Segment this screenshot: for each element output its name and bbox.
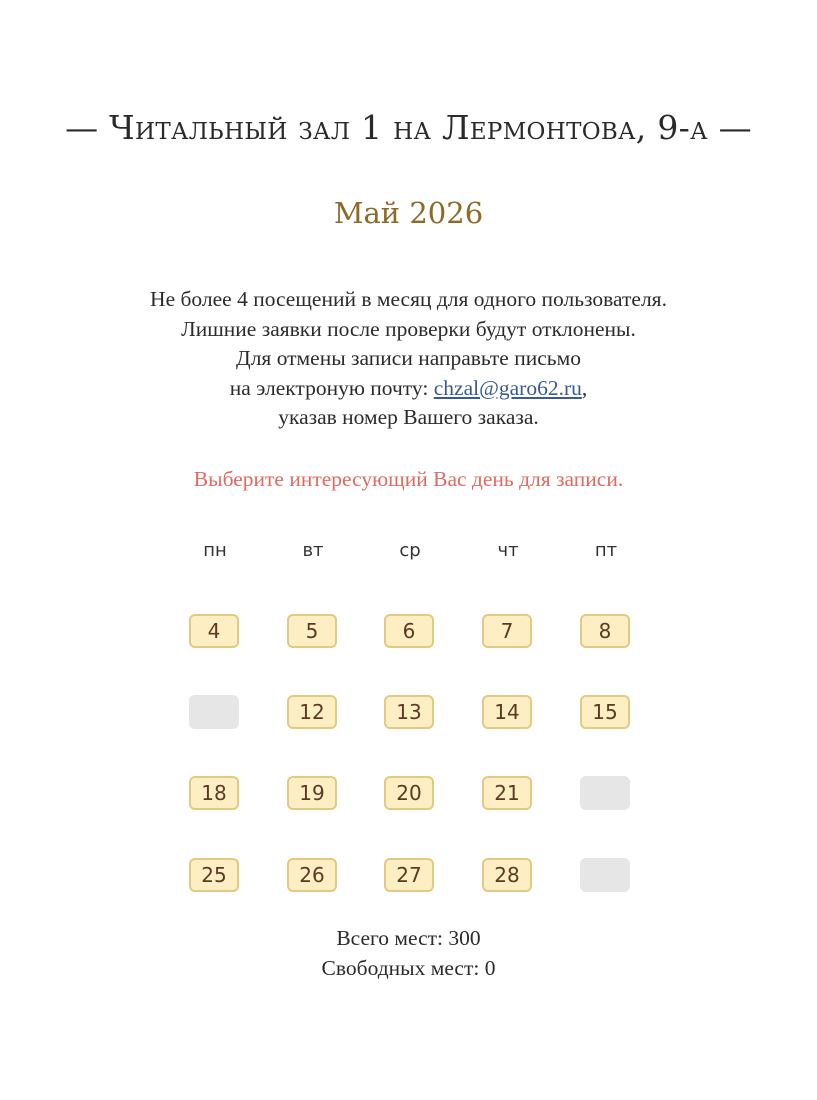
rules-line-4 [0, 374, 817, 404]
rules-text [0, 285, 817, 433]
calendar-day-button[interactable]: 4 [189, 614, 239, 648]
calendar-day-button[interactable]: 21 [482, 776, 532, 810]
total-seats [0, 924, 817, 954]
email-suffix: , [581, 375, 588, 400]
email-link[interactable]: chzal@garo62.ru [433, 375, 582, 400]
free-seats [0, 954, 817, 984]
calendar-day-unavailable [189, 695, 239, 729]
rules-line-5: указав номер Вашего заказа. [278, 405, 539, 429]
calendar-day-button[interactable]: 5 [287, 614, 337, 648]
weekday-label-mon: пн [203, 540, 227, 561]
calendar-day-button[interactable]: 14 [482, 695, 532, 729]
weekday-label-wed: ср [399, 540, 421, 561]
calendar-day-button[interactable]: 20 [384, 776, 434, 810]
rules-line-1: Не более 4 посещений в месяц для одного пользователя. [150, 287, 667, 311]
calendar-day-button[interactable]: 8 [580, 614, 630, 648]
calendar-day-button[interactable]: 27 [384, 858, 434, 892]
calendar-day-unavailable [580, 858, 630, 892]
free-seats-label: Свободных мест: [321, 955, 485, 980]
rules-line-2: Лишние заявки после проверки будут отклонены. [181, 316, 636, 341]
page-title: — Читальный зал 1 на Лермонтова, 9-а — [65, 108, 752, 147]
calendar-day-button[interactable]: 12 [287, 695, 337, 729]
calendar-day-button[interactable]: 25 [189, 858, 239, 892]
calendar-day-button[interactable]: 15 [580, 695, 630, 729]
total-seats-value: 300 [448, 926, 481, 950]
seats-summary [0, 924, 817, 983]
calendar-day-button[interactable]: 28 [482, 858, 532, 892]
weekday-label-thu: чт [497, 540, 519, 561]
free-seats-value: 0 [484, 955, 496, 980]
calendar-day-button[interactable]: 26 [287, 858, 337, 892]
month-heading: Май 2026 [333, 196, 484, 230]
calendar-day-button[interactable]: 18 [189, 776, 239, 810]
weekday-label-tue: вт [302, 540, 324, 561]
total-seats-label: Всего мест: [336, 926, 449, 950]
calendar-day-button[interactable]: 19 [287, 776, 337, 810]
rules-line-3: Для отмены записи направьте письмо [236, 346, 581, 370]
weekday-label-fri: пт [594, 540, 618, 561]
calendar-day-button[interactable]: 6 [384, 614, 434, 648]
email-prefix: на электроную почту: [229, 375, 434, 400]
calendar-day-button[interactable]: 7 [482, 614, 532, 648]
calendar-day-button[interactable]: 13 [384, 695, 434, 729]
calendar-day-unavailable [580, 776, 630, 810]
select-day-prompt: Выберите интересующий Вас день для записи. [193, 467, 624, 491]
